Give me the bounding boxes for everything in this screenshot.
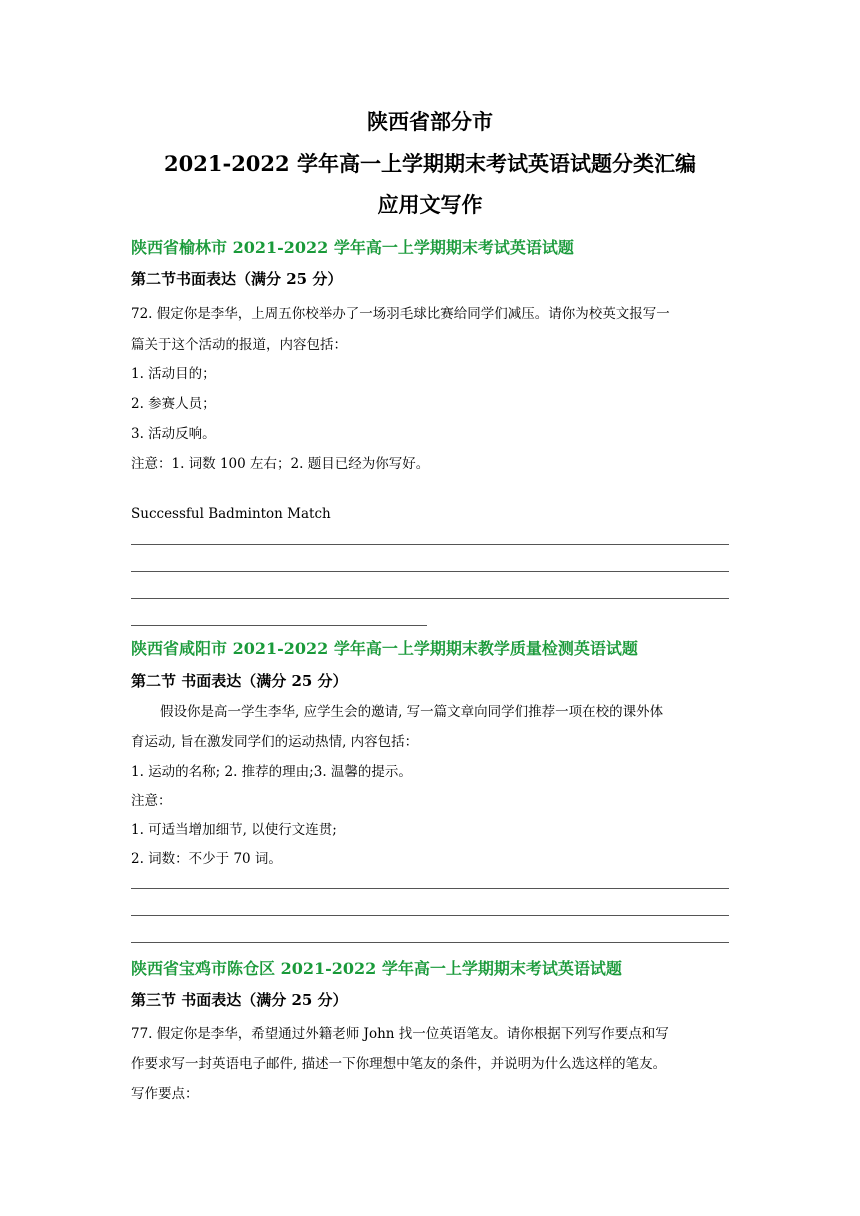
essay-title: Successful Badminton Match [131,506,331,522]
question-line: 1. 活动目的； [131,366,216,382]
section-part-heading: 第二节 书面表达（满分 25 分） [131,672,348,690]
answer-line [131,544,729,545]
answer-line [131,598,729,599]
section-source-chencang: 陕西省宝鸡市陈仓区 2021-2022 学年高一上学期期末考试英语试题 [131,959,622,978]
question-line: 假设你是高一学生李华, 应学生会的邀请, 写一篇文章向同学们推荐一项在校的课外体 [160,704,664,720]
question-line: 写作要点： [131,1086,199,1102]
question-line: 篇关于这个活动的报道，内容包括： [131,337,347,353]
question-line: 3. 活动反响。 [131,426,216,442]
question-line: 育运动, 旨在激发同学们的运动热情, 内容包括： [131,734,419,750]
question-line: 注意：1. 词数 100 左右；2. 题目已经为你写好。 [131,456,430,472]
question-line: 2. 参赛人员； [131,396,216,412]
question-line: 77. 假定你是李华，希望通过外籍老师 John 找一位英语笔友。请你根据下列写作要点和写 [131,1026,669,1042]
section-part-heading: 第三节 书面表达（满分 25 分） [131,991,348,1009]
doc-title-region: 陕西省部分市 [367,109,493,134]
answer-line [131,888,729,889]
question-line: 作要求写一封英语电子邮件, 描述一下你理想中笔友的条件，并说明为什么选这样的笔友。 [131,1056,667,1072]
answer-line [131,942,729,943]
question-line: 72. 假定你是李华，上周五你校举办了一场羽毛球比赛给同学们减压。请你为校英文报写一 [131,306,670,322]
doc-title-main: 2021-2022 学年高一上学期期末考试英语试题分类汇编 [164,151,696,176]
section-source-yulin: 陕西省榆林市 2021-2022 学年高一上学期期末考试英语试题 [131,238,574,257]
section-source-xianyang: 陕西省咸阳市 2021-2022 学年高一上学期期末教学质量检测英语试题 [131,639,638,658]
answer-line [131,915,729,916]
question-line: 2. 词数：不少于 70 词。 [131,851,282,867]
answer-line [131,625,427,626]
answer-line [131,571,729,572]
question-line: 1. 可适当增加细节, 以使行文连贯; [131,822,337,838]
doc-title-topic: 应用文写作 [377,192,483,217]
section-part-heading: 第二节书面表达（满分 25 分） [131,270,343,288]
question-line: 注意： [131,793,172,809]
question-line: 1. 运动的名称; 2. 推荐的理由;3. 温馨的提示。 [131,764,412,780]
